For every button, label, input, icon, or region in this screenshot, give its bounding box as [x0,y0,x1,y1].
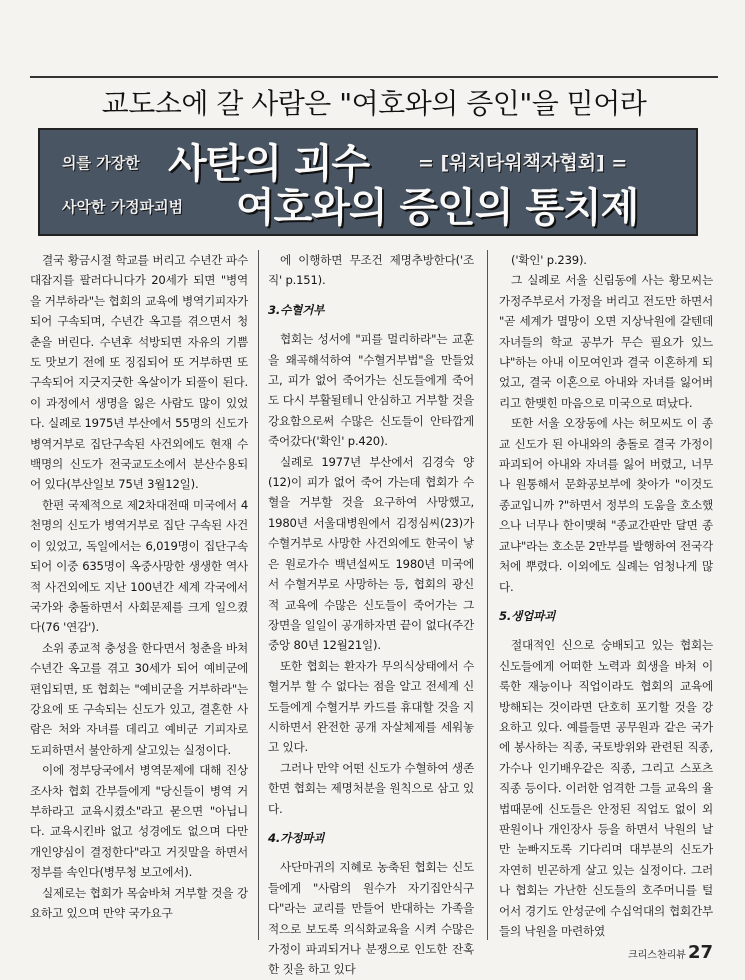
paragraph: 또한 서울 오장동에 사는 허모씨도 이 종교 신도가 된 아내와의 충돌로 결국 가정이 파괴되어 아내와 자녀를 잃어 버렸고, 너무나 원통해서 문화공보부에 찾아가 "이것도 종교입니까 ?"하면서 정부의 도움을 호소했으나 너무나 한이맺혀 "종교간판만 달면 종교냐"라는 호소문 2만부를 발행하여 전국각처에 뿌렸다. 이외에도 실례는 엄청나게 많다. [499,416,713,594]
paragraph: 절대적인 신으로 숭배되고 있는 협회는 신도들에게 어떠한 노력과 희생을 바쳐 이룩한 재능이나 직업이라도 협회의 교육에 방해되는 것이라면 단호히 포기할 것을 강요하고 있다. 예를들면 공무원과 같은 국가에 봉사하는 직종, 국토방위와 관련된 직종, 가수나 인기배우같은 직종, 그리고 스포츠 직종 등이다. 이러한 엄격한 그들 교육의 율법때문에 신도들은 안정된 직업도 없이 외판원이나 개인장사 등을 하면서 낙원의 날만 눈빠지도록 기다리며 대부분의 신도가 자연히 빈곤하게 살고 있는 실정이다. 그러나 협회는 가난한 신도들의 호주머니를 털어서 경기도 안성군에 수십억대의 협회간부들의 낙원을 마련하였 [499,638,713,938]
banner-kicker-bottom: 사악한 가정파괴범 [62,198,184,216]
page-footer [628,942,713,963]
banner-title-bottom: 여호와의 증인의 통치제 [236,185,639,231]
banner-org: = [워치타워책자협회] = [418,152,628,174]
column-divider [258,250,259,940]
headline: 교도소에 갈 사람은 "여호와의 증인"을 믿어라 [101,87,647,120]
page-number: 27 [687,942,713,963]
section-heading: 5.생업파괴 [499,608,556,623]
paragraph: 사단마귀의 지혜로 농축된 협회는 신도들에게 "사람의 원수가 자기집안식구다"라는 교리를 만들어 반대하는 가족을 적으로 보도록 의식화교육을 시켜 수많은 가정이 파괴되거나 분쟁으로 인도한 잔혹한 짓을 하고 있다 [268,860,474,977]
banner-title-top: 사탄의 괴수 [168,141,370,187]
paragraph: ('확인' p.239). [511,253,587,267]
column-divider [487,250,488,940]
magazine-name: 크리스찬리뷰 [627,950,686,961]
top-rule [30,76,718,78]
paragraph: 소위 종교적 충성을 한다면서 청춘을 바쳐 수년간 옥고를 겪고 30세가 되어 예비군에 편입되면, 또 협회는 "예비군을 거부하라"는 강요에 또 구속되는 신도가 있고, 결혼한 사람은 처와 자녀를 데리고 예비군 기피자로 도피하면서 불안하게 살고있는 실정이다. [30,640,248,757]
paragraph: 한편 국제적으로 제2차대전때 미국에서 4천명의 신도가 병역거부로 집단 구속된 사건이 있었고, 독일에서는 6,019명이 집단구속되어 이중 635명이 옥중사망한 생생한 역사적 사건외에도 지난 100년간 세계 각국에서 국가와 충돌하면서 사회문제를 크게 일으켰다(76 '연감'). [30,497,248,635]
title-banner [38,128,698,236]
paragraph: 그러나 만약 어떤 신도가 수혈하여 생존한면 협회는 제명처분을 원칙으로 삼고 있다. [268,760,474,816]
banner-kicker-top: 의를 가장한 [62,154,140,172]
section-heading: 4.가정파괴 [268,830,325,845]
paragraph: 협회는 성서에 "피를 멀리하라"는 교훈을 왜곡해석하여 "수혈거부법"을 만들었고, 피가 없어 죽어가는 신도들에게 죽어도 다시 부활될테니 안심하고 거부할 것을 강요함으로써 수많은 신도들이 안타깝게 죽어갔다('확인' p.420). [268,332,474,449]
article-column-2 [268,250,474,980]
paragraph: 또한 협회는 환자가 무의식상태에서 수혈거부 할 수 없다는 점을 알고 전세계 신도들에게 수혈거부 카드를 휴대할 것을 지시하면서 완전한 공개 자살체제를 세워놓고 있다. [268,658,474,755]
paragraph: 그 실례로 서울 신림동에 사는 황모씨는 가정주부로서 가정을 버리고 전도만 하면서 "곧 세계가 멸망이 오면 지상낙원에 갈텐데 자녀들의 학교 공부가 무슨 필요가 있느냐"하는 아내 이모여인과 결국 이혼하게 되었고, 결국 이혼으로 아내와 자녀를 잃어버리고 한맺힌 마음으로 미국으로 떠났다. [499,273,713,410]
paragraph: 실례로 1977년 부산에서 김경숙 양(12)이 피가 없어 죽어 가는데 협회가 수혈을 거부할 것을 요구하여 사망했고, 1980년 서울대병원에서 김정심씨(23)가 수혈거부로 사망한 사건외에도 한국이 낳은 원로가수 백년설씨도 1980년 미국에서 수혈거부로 사망하는 등, 협회의 광신적 교육에 수많은 신도들이 죽어가는 그 장면을 일일이 공개하자면 끝이 없다(주간중앙 80년 12월21일). [268,454,474,653]
paragraph: 이에 정부당국에서 병역문제에 대해 진상 조사차 협회 간부들에게 "당신들이 병역 거부하라고 교육시켰소"라고 묻으면 "아닙니다. 교육시킨바 없고 성경에도 없으며 다만 개인양심이 결정한다"라고 거짓말을 하면서 정부를 속인다(병무청 보고에서). [30,763,248,880]
article-column-1 [30,250,248,923]
paragraph: 결국 황금시절 학교를 버리고 수년간 파수대잡지를 팔러다니다가 20세가 되면 "병역을 거부하라"는 협회의 교육에 병역기피자가 되어 구속되며, 수년간 옥고를 겪으면서 청춘을 버린다. 수년후 석방되면 자유의 기쁨도 맛보기 전에 또 징집되어 또 거부하면 또 구속되어 지긋지긋한 옥살이가 되풀이 된다. 이 과정에서 생명을 잃은 사람도 많이 있었다. 실례로 1975년 부산에서 55명의 신도가 병역거부로 집단구속된 사건외에도 현재 수백명의 신도가 전국교도소에서 분산수용되어 있다(부산일보 75년 3월12일). [30,253,248,492]
paragraph: 에 이행하면 무조건 제명추방한다('조직' p.151). [268,253,474,288]
section-heading: 3.수혈거부 [268,302,325,317]
article-column-3 [499,250,713,941]
paragraph: 실제로는 협회가 목숨바쳐 거부할 것을 강요하고 있으며 만약 국가요구 [30,885,248,920]
